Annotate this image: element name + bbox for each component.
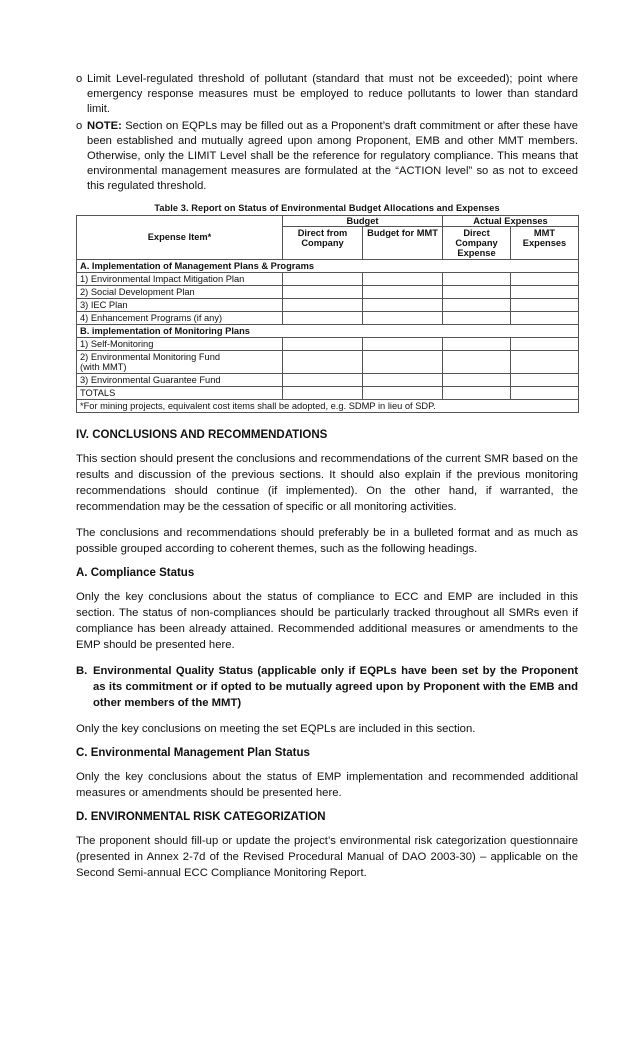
row-label: B. implementation of Monitoring Plans: [77, 324, 579, 337]
table-cell: [511, 311, 579, 324]
bullet-text: Section on EQPLs may be filled out as a Proponent’s draft commitment or after these have been established and mutually agreed upon among Proponent, EMB and other MMT members. Otherwise, only the LIMIT Level shall be the reference for regulatory compliance. This means that environmental management measures are formulated at the “ACTION level” so as not to exceed this regulated threshold.: [87, 119, 578, 193]
table-cell: [511, 272, 579, 285]
budget-table: [76, 215, 579, 413]
table-row: [77, 373, 579, 386]
table-cell: [363, 298, 443, 311]
row-label: A. Implementation of Management Plans & Programs: [77, 259, 579, 272]
table-cell: [443, 386, 511, 399]
section-b-para: Only the key conclusions on meeting the set EQPLs are included in this section.: [76, 722, 476, 735]
table-row: [77, 272, 579, 285]
table-cell: [283, 386, 363, 399]
bullet-note: [76, 119, 578, 195]
table-title: Table 3. Report on Status of Environmental Budget Allocations and Expenses: [154, 202, 500, 213]
table-cell: [511, 350, 579, 373]
section-c-para: Only the key conclusions about the status of EMP implementation and recommended additional measures or amendments should be presented here.: [76, 770, 578, 799]
table-row: [77, 298, 579, 311]
table-cell: [283, 298, 363, 311]
col-budget-for-mmt: Budget for MMT: [363, 226, 443, 259]
col-direct-company-expense: Direct Company Expense: [443, 226, 511, 259]
table-row: [77, 324, 579, 337]
row-label: 2) Social Development Plan: [77, 285, 283, 298]
table-cell: [443, 298, 511, 311]
col-expense-item: Expense Item*: [77, 215, 283, 259]
col-group-budget: Budget: [283, 215, 443, 226]
section-iv-heading: IV. CONCLUSIONS AND RECOMMENDATIONS: [76, 428, 328, 441]
section-d-para: The proponent should fill-up or update the project’s environmental risk categorization questionnaire (presented in Annex 2-7d of the Revised Procedural Manual of DAO 2003-30) – applicable on the Second Semi-annual ECC Compliance Monitoring Report.: [76, 834, 578, 879]
section-b-heading: [76, 663, 578, 711]
table-cell: [443, 350, 511, 373]
bullet-list: [76, 72, 578, 195]
row-label: 3) Environmental Guarantee Fund: [77, 373, 283, 386]
table-cell: [511, 386, 579, 399]
table-header-row: [77, 215, 579, 226]
col-direct-from-company: Direct from Company: [283, 226, 363, 259]
section-c-heading: C. Environmental Management Plan Status: [76, 746, 310, 759]
table-row: [77, 386, 579, 399]
table-cell: [363, 373, 443, 386]
bullet-text-wrapper: [87, 119, 578, 195]
row-label: 1) Self-Monitoring: [77, 337, 283, 350]
section-d-heading: D. ENVIRONMENTAL RISK CATEGORIZATION: [76, 810, 326, 823]
col-mmt-expenses: MMT Expenses: [511, 226, 579, 259]
section-a-para: Only the key conclusions about the status of compliance to ECC and EMP are included in this section. The status of non-compliances should be particularly tracked throughout all SMRs even if compliance has been already attained. Recommended additional measures or amendments to the EMP should be presented here.: [76, 590, 578, 651]
table-row: [77, 311, 579, 324]
col-group-actual: Actual Expenses: [443, 215, 579, 226]
table-row: [77, 259, 579, 272]
table-note-row: [77, 399, 579, 412]
table-cell: [443, 337, 511, 350]
table-cell: [443, 311, 511, 324]
table-cell: [363, 337, 443, 350]
bullet-text: Limit Level-regulated threshold of pollutant (standard that must not be exceeded); point where emergency response measures must be employed to reduce pollutants to lower than standard limit.: [87, 73, 578, 116]
row-label: 1) Environmental Impact Mitigation Plan: [77, 272, 283, 285]
note-label: NOTE:: [87, 119, 122, 132]
table-cell: [363, 386, 443, 399]
table-cell: [511, 337, 579, 350]
table-cell: [443, 285, 511, 298]
section-a-heading: A. Compliance Status: [76, 566, 195, 579]
table-cell: [511, 298, 579, 311]
table-cell: [511, 285, 579, 298]
table-cell: [283, 373, 363, 386]
table-note: *For mining projects, equivalent cost items shall be adopted, e.g. SDMP in lieu of SDP.: [77, 399, 579, 412]
section-b-label: B.: [76, 664, 88, 677]
table-cell: [443, 272, 511, 285]
bullet-mark: o: [76, 119, 83, 132]
bullet-limit-level: [76, 72, 578, 118]
table-cell: [283, 350, 363, 373]
table-cell: [283, 272, 363, 285]
section-b-heading-text: Environmental Quality Status (applicable only if EQPLs have been set by the Proponent as its commitment or if opted to be mutually agreed upon by Proponent with the EMB and other members of the MMT): [93, 664, 578, 709]
table-row: [77, 285, 579, 298]
table-cell: [363, 311, 443, 324]
section-iv-para-2: The conclusions and recommendations should preferably be in a bulleted format and as much as possible grouped according to coherent themes, such as the following headings.: [76, 526, 578, 555]
table-cell: [283, 285, 363, 298]
table-cell: [283, 337, 363, 350]
bullet-mark: o: [76, 73, 83, 85]
table-cell: [443, 373, 511, 386]
table-cell: [511, 373, 579, 386]
table-row: [77, 337, 579, 350]
row-label: TOTALS: [77, 386, 283, 399]
table-cell: [283, 311, 363, 324]
section-iv-para-1: This section should present the conclusions and recommendations of the current SMR based on the results and discussion of the previous sections. It should also explain if the previous monitoring recommendations should continue (if implemented). On the other hand, if warranted, the recommendation may be the cessation of specific or all monitoring activities.: [76, 452, 578, 513]
row-label: 3) IEC Plan: [77, 298, 283, 311]
table-cell: [363, 285, 443, 298]
row-label: 4) Enhancement Programs (if any): [77, 311, 283, 324]
row-label: 2) Environmental Monitoring Fund (with MMT): [77, 350, 283, 373]
table-row: [77, 350, 579, 373]
table-cell: [363, 350, 443, 373]
table-cell: [363, 272, 443, 285]
